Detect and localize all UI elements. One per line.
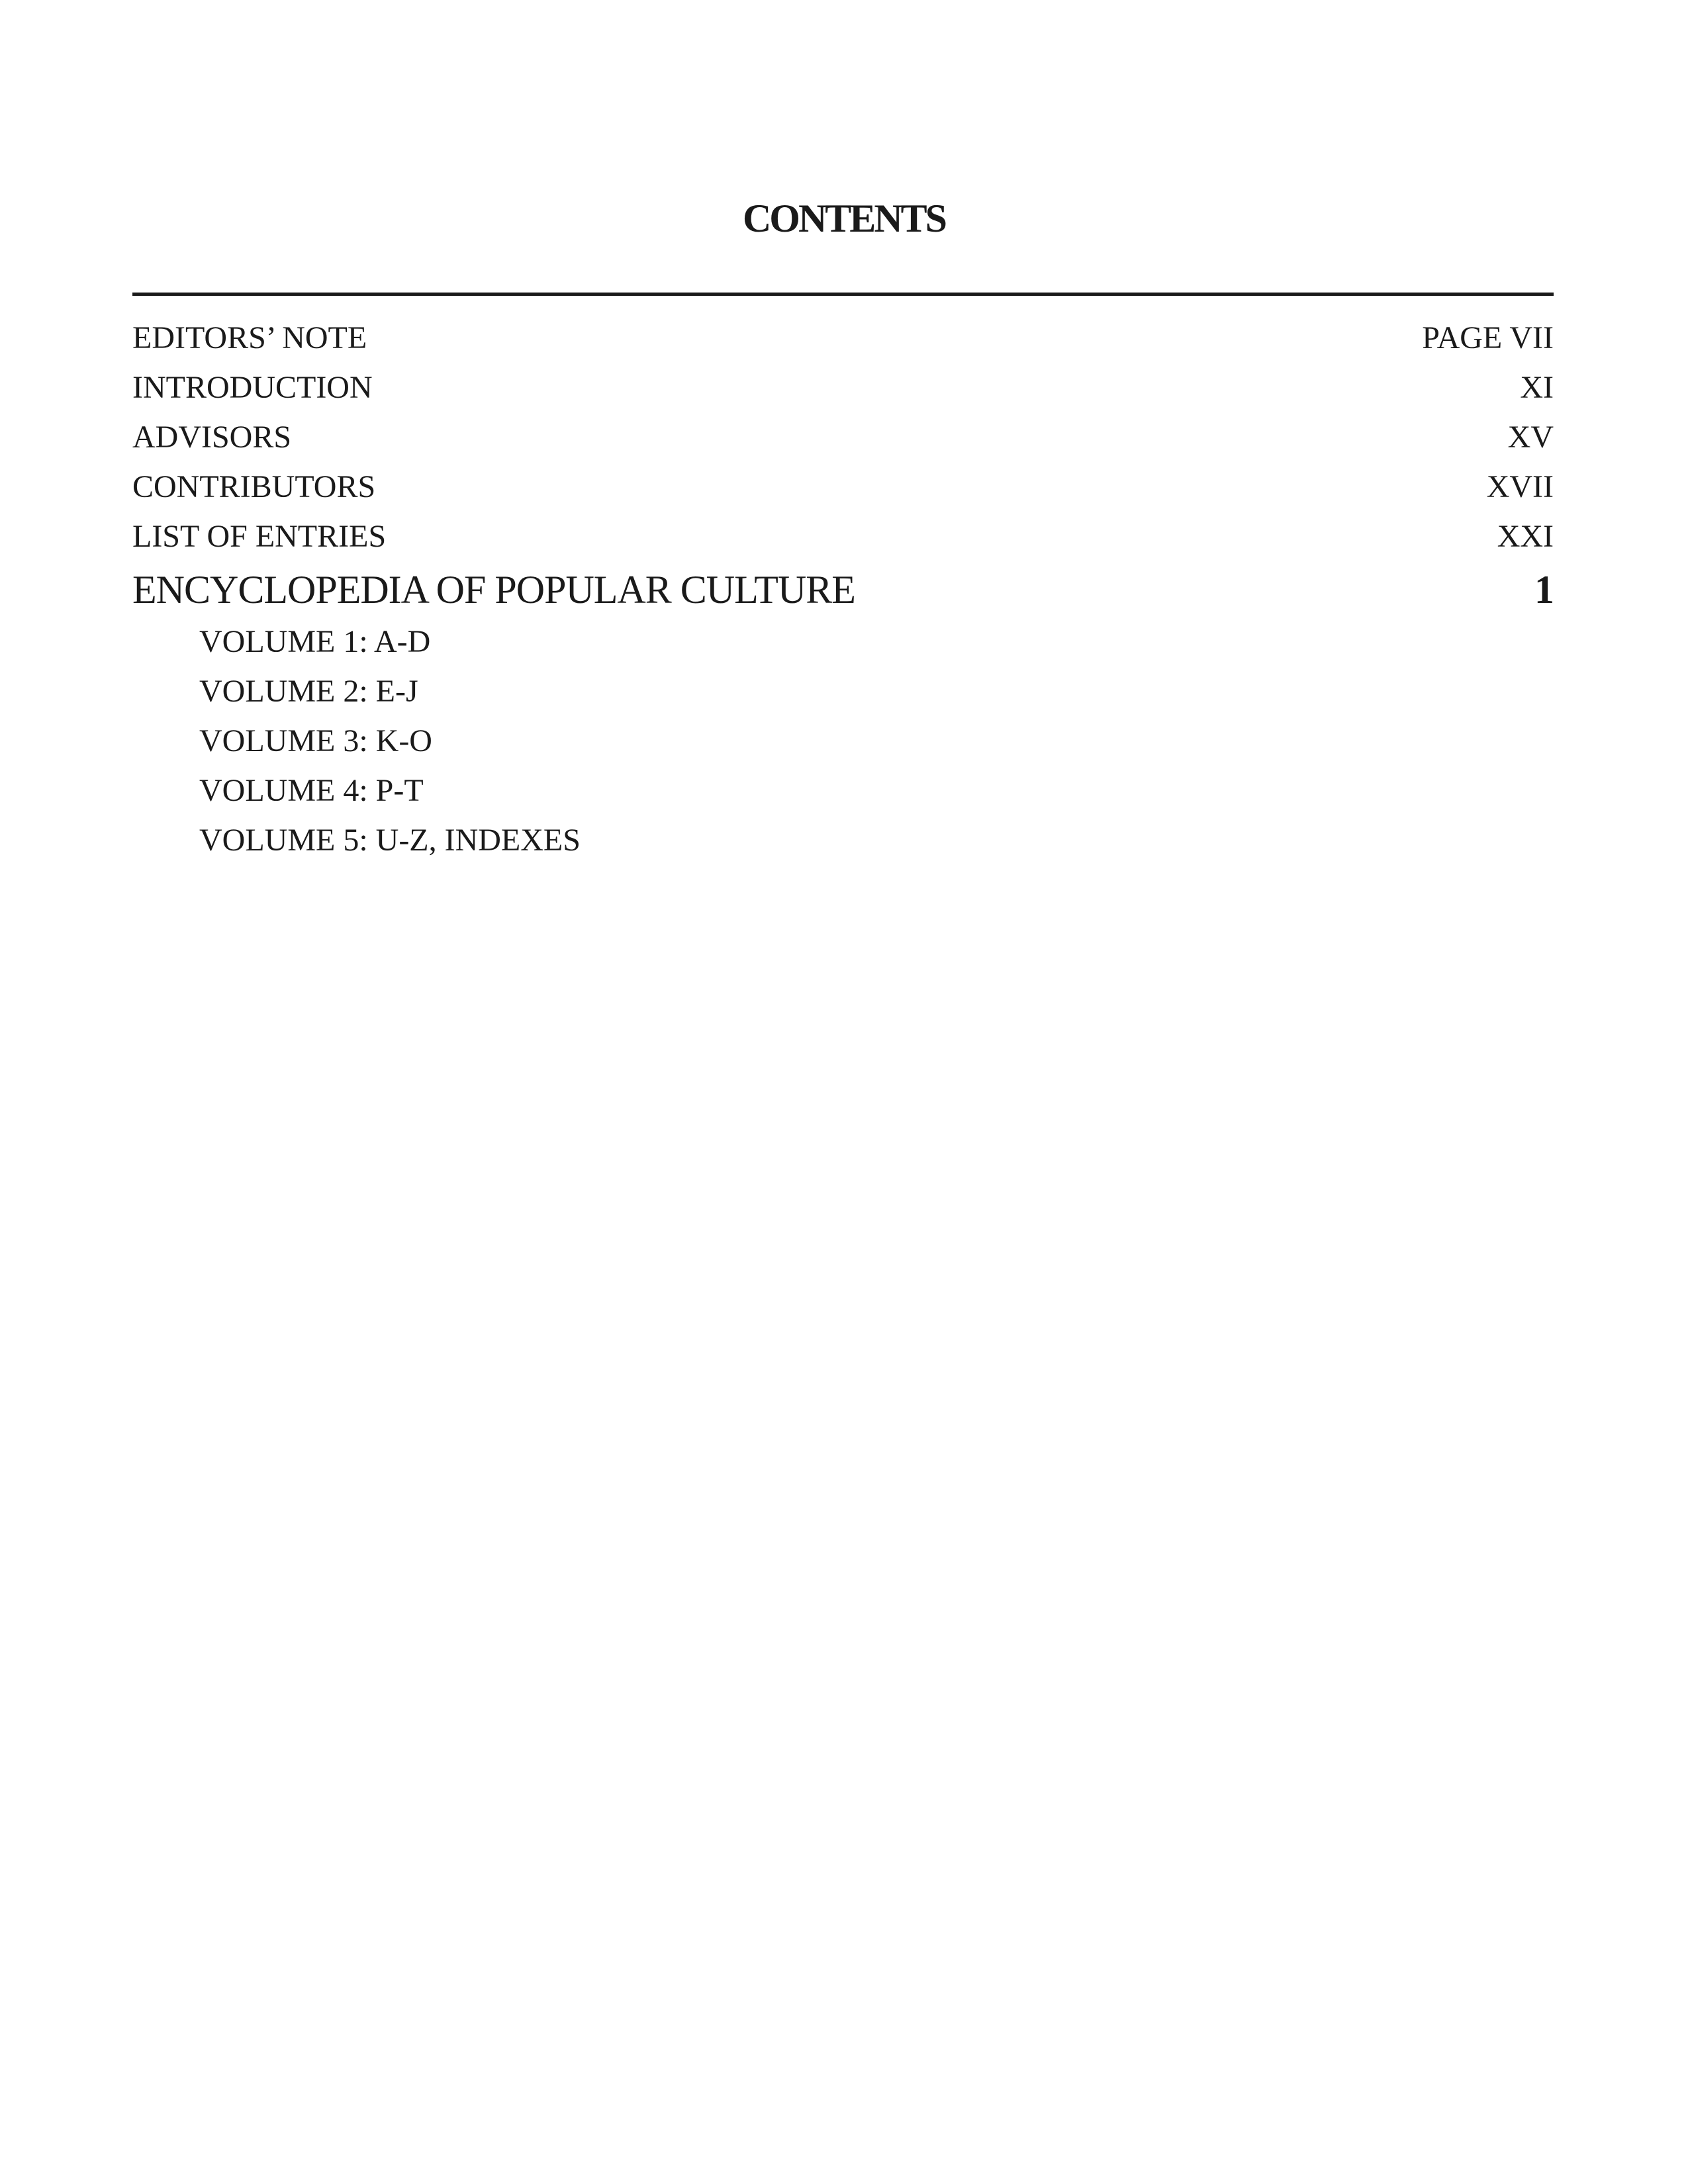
toc-entry-label: EDITORS’ NOTE — [132, 320, 367, 355]
toc-entry-advisors[interactable] — [132, 414, 1554, 461]
toc-entry-encyclopedia[interactable] — [132, 563, 1554, 616]
toc-entry-introduction[interactable] — [132, 365, 1554, 411]
toc-entry-page: PAGE VII — [1422, 320, 1554, 355]
toc-entry-page: XVII — [1486, 469, 1554, 504]
toc-entry-label: INTRODUCTION — [132, 370, 373, 405]
toc-entry-page: XI — [1520, 370, 1554, 405]
volume-entry-1[interactable]: VOLUME 1: A-D — [199, 624, 431, 659]
volume-entry-4[interactable]: VOLUME 4: P-T — [199, 773, 424, 808]
toc-entry-label: CONTRIBUTORS — [132, 469, 376, 504]
toc-entry-page: XV — [1507, 420, 1554, 455]
volume-entry-3[interactable]: VOLUME 3: K-O — [199, 723, 432, 758]
toc-entry-editors-note[interactable] — [132, 315, 1554, 361]
title-divider — [132, 293, 1554, 296]
toc-entry-label: ADVISORS — [132, 420, 292, 455]
volume-entry-2[interactable]: VOLUME 2: E-J — [199, 674, 418, 709]
volume-entry-5[interactable]: VOLUME 5: U-Z, INDEXES — [199, 823, 581, 858]
toc-entry-list-of-entries[interactable] — [132, 514, 1554, 560]
page-title: CONTENTS — [742, 197, 946, 240]
toc-entry-contributors[interactable] — [132, 464, 1554, 510]
toc-entry-label: LIST OF ENTRIES — [132, 519, 387, 554]
toc-main-label: ENCYCLOPEDIA OF POPULAR CULTURE — [132, 568, 855, 612]
toc-main-page: 1 — [1534, 568, 1554, 612]
toc-entry-page: XXI — [1497, 519, 1554, 554]
